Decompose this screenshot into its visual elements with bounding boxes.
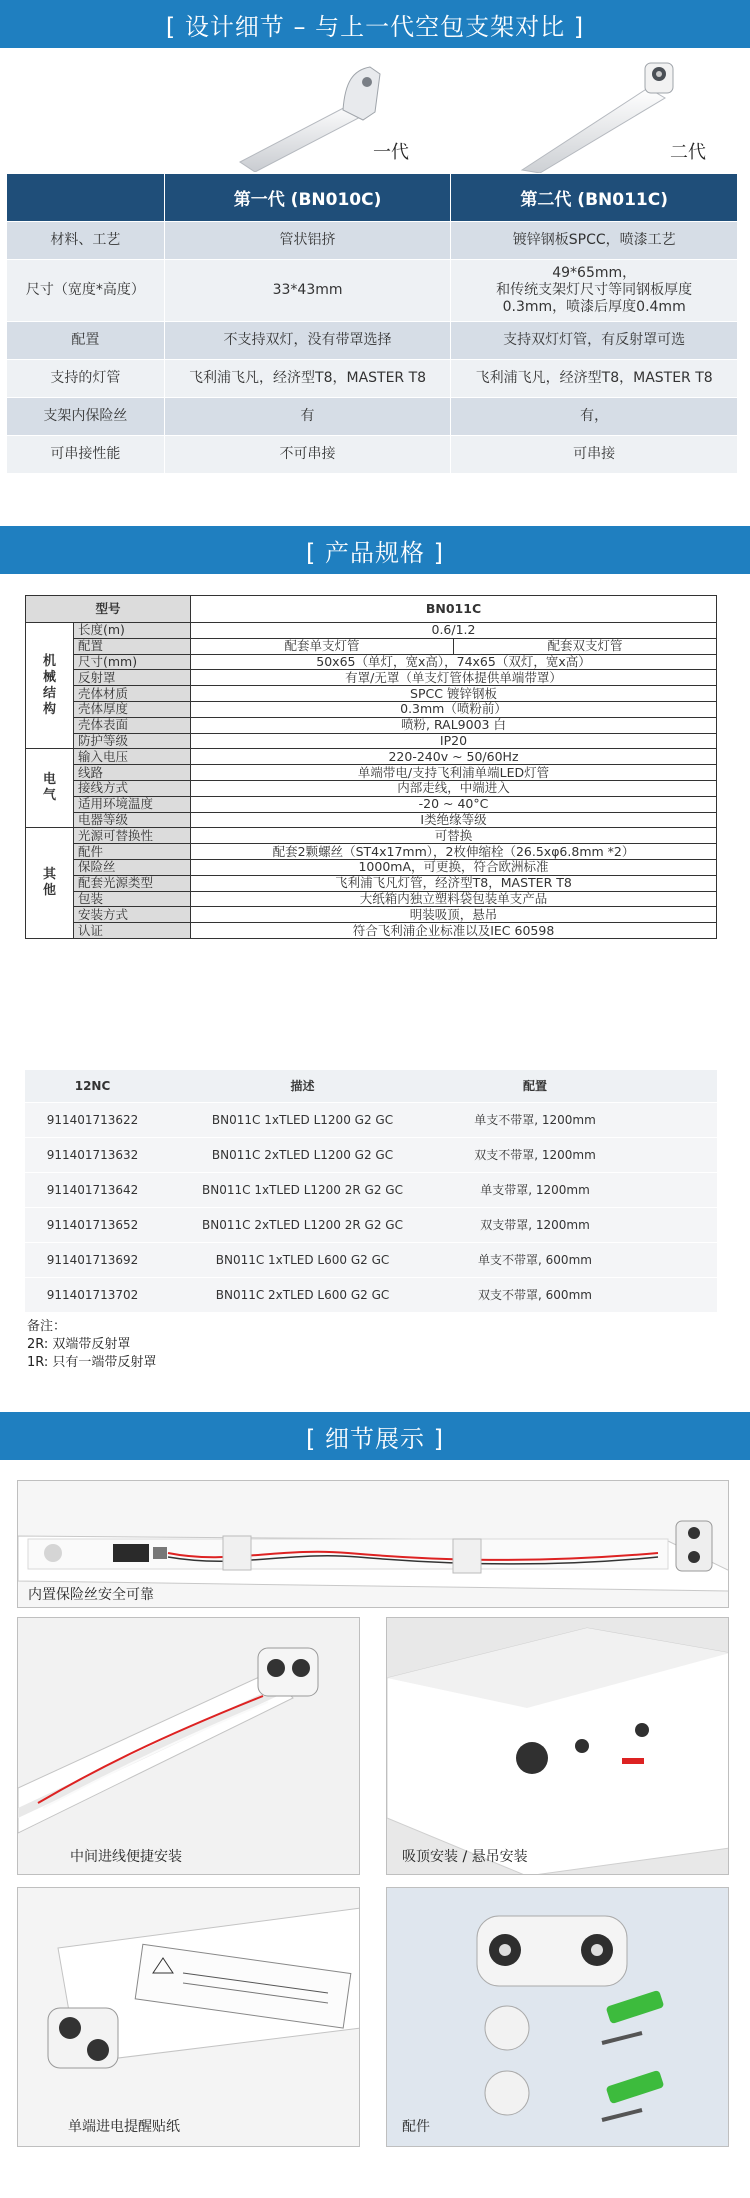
nc-extra — [625, 1207, 717, 1242]
banner-title: [ 细节展示 ] — [306, 1424, 444, 1453]
spec-value: 220-240v ~ 50/60Hz — [191, 749, 717, 765]
table-row — [25, 1242, 717, 1277]
nc-desc: BN011C 1xTLED L1200 2R G2 GC — [160, 1172, 445, 1207]
spec-value: 有罩/无罩（单支灯管体提供单端带罩） — [191, 670, 717, 686]
spec-value: 单端带电/支持飞利浦单端LED灯管 — [191, 765, 717, 781]
nc-code: 911401713632 — [25, 1137, 160, 1172]
nc-config: 单支不带罩, 600mm — [445, 1242, 625, 1277]
nc-extra — [625, 1242, 717, 1277]
spec-value: 配套双支灯管 — [453, 638, 716, 654]
ordering-code-table — [25, 1070, 717, 1313]
spec-model-label: 型号 — [26, 596, 191, 623]
detail-display-banner — [0, 1412, 750, 1460]
cmp-row — [7, 222, 738, 260]
ceiling-mount-illustration — [387, 1618, 729, 1875]
photo-caption: 单端进电提醒贴纸 — [68, 2119, 180, 2135]
spec-value: 配套单支灯管 — [191, 638, 454, 654]
spec-value: -20 ~ 40°C — [191, 796, 717, 812]
spec-key: 壳体厚度 — [74, 701, 191, 717]
spec-key: 线路 — [74, 765, 191, 781]
cmp-header-blank — [7, 174, 165, 222]
table-row — [25, 1172, 717, 1207]
cmp-row — [7, 436, 738, 474]
cmp-gen2-cell: 可串接 — [451, 436, 738, 474]
nc-config: 单支不带罩, 1200mm — [445, 1102, 625, 1137]
nc-code: 911401713622 — [25, 1102, 160, 1137]
spec-key: 配件 — [74, 844, 191, 860]
cmp-gen1-cell: 飞利浦飞凡，经济型T8，MASTER T8 — [164, 360, 451, 398]
spec-value: SPCC 镀锌钢板 — [191, 686, 717, 702]
spec-key: 接线方式 — [74, 780, 191, 796]
gen2-label: 二代 — [670, 142, 706, 163]
cmp-gen1-cell: 不可串接 — [164, 436, 451, 474]
accessories-illustration — [387, 1888, 729, 2147]
cmp-row — [7, 322, 738, 360]
nc-header-config: 配置 — [445, 1070, 625, 1102]
spec-key: 认证 — [74, 923, 191, 939]
cmp-row — [7, 398, 738, 436]
table-row — [25, 1277, 717, 1312]
spec-group-elec: 电 气 — [26, 749, 74, 828]
spec-value: 符合飞利浦企业标准以及IEC 60598 — [191, 923, 717, 939]
sticker-illustration — [18, 1888, 360, 2147]
nc-code: 911401713642 — [25, 1172, 160, 1207]
photo-caption: 内置保险丝安全可靠 — [28, 1587, 154, 1603]
accessories-photo — [386, 1887, 729, 2147]
cmp-row-label: 支架内保险丝 — [7, 398, 165, 436]
nc-header-desc: 描述 — [160, 1070, 445, 1102]
spec-key: 长度(m) — [74, 623, 191, 639]
spec-value: I类绝缘等级 — [191, 812, 717, 828]
nc-config: 双支不带罩, 1200mm — [445, 1137, 625, 1172]
nc-config: 单支带罩, 1200mm — [445, 1172, 625, 1207]
cmp-row-label: 尺寸（宽度*高度） — [7, 260, 165, 322]
spec-key: 壳体表面 — [74, 717, 191, 733]
nc-code: 911401713702 — [25, 1277, 160, 1312]
spec-group-mech: 机 械 结 构 — [26, 623, 74, 749]
cmp-row — [7, 360, 738, 398]
spec-model-value: BN011C — [191, 596, 717, 623]
photo-caption: 中间进线便捷安装 — [70, 1849, 182, 1865]
spec-key: 防护等级 — [74, 733, 191, 749]
spec-group-other: 其 他 — [26, 828, 74, 939]
ceiling-mount-photo — [386, 1617, 729, 1875]
spec-key: 光源可替换性 — [74, 828, 191, 844]
note-line: 1R: 只有一端带反射罩 — [27, 1355, 157, 1370]
product-spec-banner — [0, 526, 750, 574]
nc-config: 双支不带罩, 600mm — [445, 1277, 625, 1312]
cmp-gen2-cell: 49*65mm， 和传统支架灯尺寸等同钢板厚度 0.3mm，喷漆后厚度0.4mm — [451, 260, 738, 322]
spec-value: 0.6/1.2 — [191, 623, 717, 639]
spec-key: 尺寸(mm) — [74, 654, 191, 670]
spec-key: 配置 — [74, 638, 191, 654]
spec-key: 输入电压 — [74, 749, 191, 765]
spec-key: 反射罩 — [74, 670, 191, 686]
center-wiring-photo — [17, 1617, 360, 1875]
fuse-photo — [17, 1480, 729, 1608]
nc-header-extra — [625, 1070, 717, 1102]
note-line: 2R: 双端带反射罩 — [27, 1337, 131, 1352]
spec-key: 安装方式 — [74, 907, 191, 923]
cmp-gen2-cell: 飞利浦飞凡，经济型T8，MASTER T8 — [451, 360, 738, 398]
spec-value: 内部走线，中端进入 — [191, 780, 717, 796]
spec-value: 明装吸顶，悬吊 — [191, 907, 717, 923]
nc-desc: BN011C 2xTLED L1200 2R G2 GC — [160, 1207, 445, 1242]
cmp-gen1-cell: 不支持双灯，没有带罩选择 — [164, 322, 451, 360]
cmp-gen2-cell: 支持双灯灯管，有反射罩可选 — [451, 322, 738, 360]
spec-value: IP20 — [191, 733, 717, 749]
spec-key: 壳体材质 — [74, 686, 191, 702]
generation-comparison-table — [6, 173, 738, 474]
cmp-header-gen1: 第一代 (BN010C) — [164, 174, 451, 222]
spec-key: 配套光源类型 — [74, 875, 191, 891]
nc-desc: BN011C 2xTLED L1200 G2 GC — [160, 1137, 445, 1172]
banner-title: [ 产品规格 ] — [306, 538, 444, 567]
spec-value: 50x65（单灯，宽x高），74x65（双灯，宽x高） — [191, 654, 717, 670]
nc-header-12nc: 12NC — [25, 1070, 160, 1102]
spec-value: 飞利浦飞凡灯管，经济型T8，MASTER T8 — [191, 875, 717, 891]
cmp-gen1-cell: 33*43mm — [164, 260, 451, 322]
nc-desc: BN011C 1xTLED L1200 G2 GC — [160, 1102, 445, 1137]
gen1-label: 一代 — [373, 142, 409, 163]
spec-value: 1000mA，可更换，符合欧洲标准 — [191, 859, 717, 875]
nc-code: 911401713692 — [25, 1242, 160, 1277]
nc-desc: BN011C 2xTLED L600 G2 GC — [160, 1277, 445, 1312]
nc-desc: BN011C 1xTLED L600 G2 GC — [160, 1242, 445, 1277]
photo-caption: 配件 — [402, 2119, 430, 2135]
spec-value: 0.3mm（喷粉前） — [191, 701, 717, 717]
spec-table — [25, 595, 717, 939]
spec-notes — [27, 1318, 156, 1372]
sticker-photo — [17, 1887, 360, 2147]
table-row — [25, 1207, 717, 1242]
nc-code: 911401713652 — [25, 1207, 160, 1242]
cmp-header-gen2: 第二代 (BN011C) — [451, 174, 738, 222]
nc-config: 双支带罩, 1200mm — [445, 1207, 625, 1242]
cmp-row-label: 配置 — [7, 322, 165, 360]
notes-title: 备注： — [27, 1319, 67, 1334]
nc-extra — [625, 1277, 717, 1312]
photo-caption: 吸顶安装 / 悬吊安装 — [402, 1849, 528, 1865]
cmp-row-label: 可串接性能 — [7, 436, 165, 474]
spec-key: 包装 — [74, 891, 191, 907]
banner-title: [ 设计细节 – 与上一代空包支架对比 ] — [165, 12, 585, 41]
spec-value: 配套2颗螺丝（ST4x17mm），2枚伸缩栓（26.5xφ6.8mm *2） — [191, 844, 717, 860]
gen1-bracket-image — [235, 62, 385, 172]
cmp-gen1-cell: 有 — [164, 398, 451, 436]
spec-value: 大纸箱内独立塑料袋包装单支产品 — [191, 891, 717, 907]
nc-extra — [625, 1137, 717, 1172]
design-detail-banner — [0, 0, 750, 48]
cmp-gen2-cell: 镀锌钢板SPCC，喷漆工艺 — [451, 222, 738, 260]
cmp-row-label: 支持的灯管 — [7, 360, 165, 398]
spec-value: 喷粉, RAL9003 白 — [191, 717, 717, 733]
cmp-row-label: 材料、工艺 — [7, 222, 165, 260]
nc-extra — [625, 1172, 717, 1207]
table-row — [25, 1102, 717, 1137]
center-wiring-illustration — [18, 1618, 360, 1875]
spec-key: 保险丝 — [74, 859, 191, 875]
spec-key: 适用环境温度 — [74, 796, 191, 812]
cmp-gen2-cell: 有， — [451, 398, 738, 436]
nc-extra — [625, 1102, 717, 1137]
cmp-row — [7, 260, 738, 322]
spec-value: 可替换 — [191, 828, 717, 844]
spec-key: 电器等级 — [74, 812, 191, 828]
gen2-bracket-image — [520, 58, 680, 173]
cmp-gen1-cell: 管状铝挤 — [164, 222, 451, 260]
table-row — [25, 1137, 717, 1172]
